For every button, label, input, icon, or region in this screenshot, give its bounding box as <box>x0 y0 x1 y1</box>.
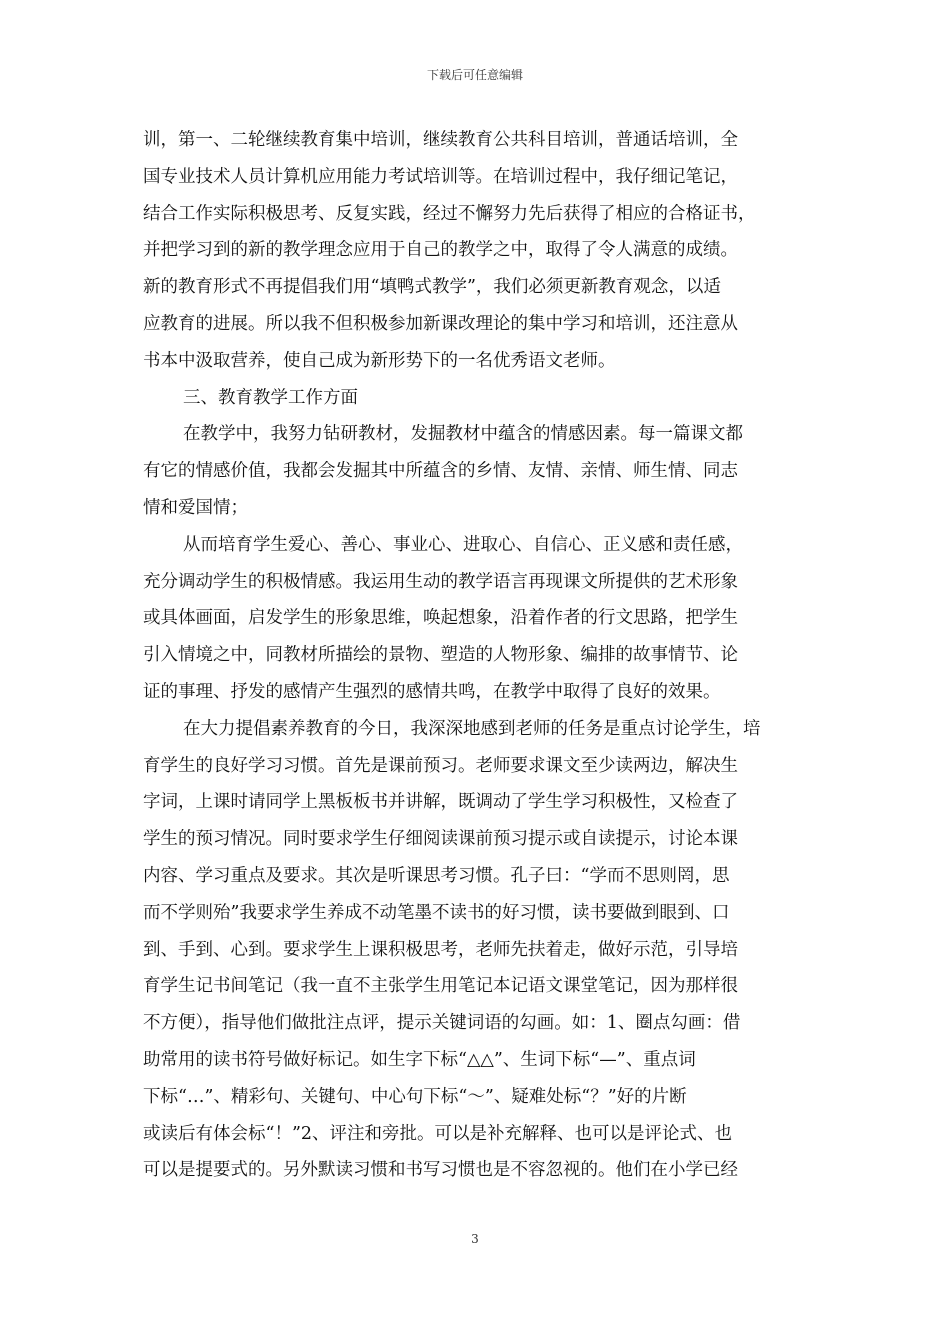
text-line: 训，第一、二轮继续教育集中培训，继续教育公共科目培训，普通话培训，全 <box>143 130 738 150</box>
text-line: 有它的情感价值，我都会发掘其中所蕴含的乡情、友情、亲情、师生情、同志 <box>143 461 738 482</box>
text-line: 下标“…”、精彩句、关键句、中心句下标“～”、疑难处标“？”好的片断 <box>143 1086 687 1107</box>
text-line: 充分调动学生的积极情感。我运用生动的教学语言再现课文所提供的艺术形象 <box>143 571 738 592</box>
text-line: 结合工作实际积极思考、反复实践，经过不懈努力先后获得了相应的合格证书， <box>143 203 756 224</box>
text-line: 育学生记书间笔记（我一直不主张学生用笔记本记语文课堂笔记，因为那样很 <box>143 976 738 997</box>
text-line: 新的教育形式不再提倡我们用“填鸭式教学”，我们必须更新教育观念，以适 <box>143 277 721 298</box>
text-line: 书本中汲取营养，使自己成为新形势下的一名优秀语文老师。 <box>143 350 616 371</box>
text-line: 内容、学习重点及要求。其次是听课思考习惯。孔子曰：“学而不思则罔，思 <box>143 865 730 886</box>
text-line: 可以是提要式的。另外默读习惯和书写习惯也是不容忽视的。他们在小学已经 <box>143 1160 738 1181</box>
text-line: 到、手到、心到。要求学生上课积极思考，老师先扶着走，做好示范，引导培 <box>143 939 738 960</box>
text-line: 证的事理、抒发的感情产生强烈的感情共鸣，在教学中取得了良好的效果。 <box>143 681 721 702</box>
text-line: 情和爱国情； <box>143 497 248 518</box>
text-line: 并把学习到的新的教学理念应用于自己的教学之中，取得了令人满意的成绩。 <box>143 240 738 261</box>
text-line: 字词，上课时请同学上黑板板书并讲解，既调动了学生学习积极性，又检查了 <box>143 792 738 813</box>
text-line: 或读后有体会标“！”2、评注和旁批。可以是补充解释、也可以是评论式、也 <box>143 1123 733 1144</box>
text-line: 学生的预习情况。同时要求学生仔细阅读课前预习提示或自读提示，讨论本课 <box>143 829 738 850</box>
text-line: 应教育的进展。所以我不但积极参加新课改理论的集中学习和培训，还注意从 <box>143 313 738 334</box>
paragraph-first-line: 在大力提倡素养教育的今日，我深深地感到老师的任务是重点讨论学生，培 <box>183 718 761 739</box>
page-number: 3 <box>471 1232 479 1246</box>
paragraph-first-line: 在教学中，我努力钻研教材，发掘教材中蕴含的情感因素。每一篇课文都 <box>183 424 743 445</box>
text-line: 国专业技术人员计算机应用能力考试培训等。在培训过程中，我仔细记笔记， <box>143 166 738 187</box>
text-line: 或具体画面，启发学生的形象思维，唤起想象，沿着作者的行文思路，把学生 <box>143 608 738 629</box>
paragraph-first-line: 从而培育学生爱心、善心、事业心、进取心、自信心、正义感和责任感， <box>183 534 743 555</box>
text-line: 育学生的良好学习习惯。首先是课前预习。老师要求课文至少读两边，解决生 <box>143 755 738 776</box>
section-heading: 三、教育教学工作方面 <box>183 387 358 408</box>
text-line: 助常用的读书符号做好标记。如生字下标“△△”、生词下标“—”、重点词 <box>143 1049 696 1070</box>
body-text <box>143 122 807 1189</box>
text-line: 引入情境之中，同教材所描绘的景物、塑造的人物形象、编排的故事情节、论 <box>143 645 738 666</box>
text-line: 不方便），指导他们做批注点评，提示关键词语的勾画。如：1、圈点勾画：借 <box>143 1013 741 1034</box>
page-header: 下载后可任意编辑 <box>426 68 523 82</box>
text-line: 而不学则殆”我要求学生养成不动笔墨不读书的好习惯，读书要做到眼到、口 <box>143 902 730 923</box>
